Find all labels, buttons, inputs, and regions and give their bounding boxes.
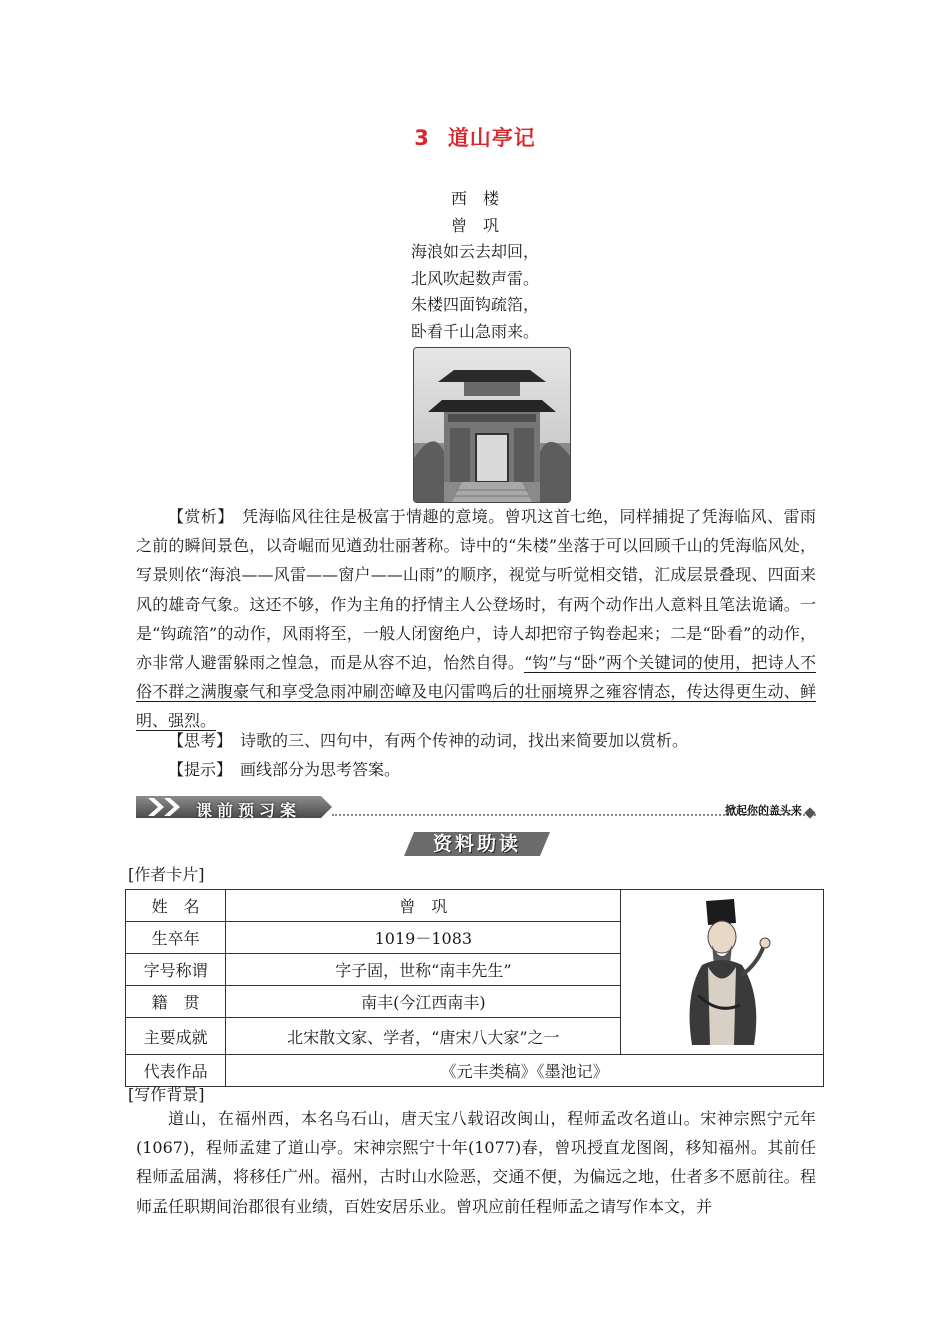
row-value: 南丰(今江西南丰) xyxy=(226,986,621,1018)
table-row xyxy=(126,890,824,922)
hint-label: 【提示】 xyxy=(168,760,225,779)
row-value: 北宋散文家、学者，“唐宋八大家”之一 xyxy=(226,1018,621,1055)
author-card-table xyxy=(125,889,824,1087)
subheading: 资料助读 xyxy=(432,833,521,855)
poem-line: 北风吹起数声雷。 xyxy=(410,268,539,288)
think-label: 【思考】 xyxy=(168,731,225,750)
table-row xyxy=(126,1055,824,1087)
underlined-answer: “钩”与“卧”两个关键词的使用，把诗人不俗不群之满腹豪气和享受急雨冲刷峦嶂及电闪雷鸣后的壮丽境界之雍容情态，传达得更生动、鲜明、强烈。 xyxy=(136,653,816,731)
lesson-number: 3 xyxy=(414,126,430,150)
portrait-cell xyxy=(621,890,824,1055)
background-label: [写作背景] xyxy=(128,1085,205,1104)
background-paragraph xyxy=(136,1104,816,1221)
poem-line: 卧看千山急雨来。 xyxy=(410,321,539,341)
poem-author: 曾 巩 xyxy=(450,215,499,235)
row-value: 曾 巩 xyxy=(226,890,621,922)
background-text: 道山，在福州西，本名乌石山，唐天宝八载诏改闽山，程师孟改名道山。宋神宗熙宁元年(1067)，程师孟建了道山亭。宋神宗熙宁十年(1077)春，曾巩授直龙图阁，移知福州。其前任程师孟届满，将移任广州。福州，古时山水险恶，交通不便，为偏远之地，仕者多不愿前往。程师孟任职期间治郡很有业绩，百姓安居乐业。曾巩应前任程师孟之请写作本文，并 xyxy=(136,1109,816,1216)
row-label: 籍 贯 xyxy=(126,986,226,1018)
think-line xyxy=(136,726,816,755)
think-text: 诗歌的三、四句中，有两个传神的动词，找出来简要加以赏析。 xyxy=(240,731,689,750)
poem-line: 海浪如云去却回， xyxy=(410,242,539,261)
appreciation-paragraph xyxy=(136,502,816,736)
hint-text: 画线部分为思考答案。 xyxy=(240,760,401,779)
lesson-title xyxy=(0,122,950,152)
poem-line: 朱楼四面钩疏箔， xyxy=(410,295,539,314)
row-label: 姓 名 xyxy=(126,890,226,922)
row-value: 字子固，世称“南丰先生” xyxy=(226,954,621,986)
poem xyxy=(0,186,950,345)
lesson-title-text: 道山亭记 xyxy=(447,126,536,150)
row-label: 代表作品 xyxy=(126,1055,226,1087)
pavilion-photo xyxy=(413,347,571,503)
banner-slogan: 掀起你的盖头来 xyxy=(725,804,802,817)
appreciation-label: 【赏析】 xyxy=(168,507,226,526)
diamond-icon xyxy=(804,807,815,818)
poem-title: 西 楼 xyxy=(450,189,499,208)
banner-title: 课前预习案 xyxy=(196,801,302,820)
row-label: 生卒年 xyxy=(126,922,226,954)
author-card-label: [作者卡片] xyxy=(128,865,205,884)
appreciation-text: 凭海临风往往是极富于情趣的意境。曾巩这首七绝，同样捕捉了凭海临风、雷雨之前的瞬间景色，以奇崛而见遒劲壮丽著称。诗中的“朱楼”坐落于可以回顾千山的凭海临风处，写景则依“海浪——风雷——窗户——山雨”的顺序，视觉与听觉相交错，汇成层景叠现、四面来风的雄奇气象。这还不够，作为主角的抒情主人公登场时，有两个动作出人意料且笔法诡谲。一是“钩疏箔”的动作，风雨将至，一般人闭窗绝户，诗人却把帘子钩卷起来；二是“卧看”的动作，亦非常人避雷躲雨之惶急，而是从容不迫，怡然自得。 xyxy=(136,507,816,673)
section-banner xyxy=(136,792,816,822)
row-label: 字号称谓 xyxy=(126,954,226,986)
row-value: 《元丰类稿》《墨池记》 xyxy=(226,1055,824,1087)
hint-line xyxy=(136,755,816,784)
portrait-image xyxy=(662,895,782,1045)
double-chevron-icon xyxy=(146,798,192,816)
row-label: 主要成就 xyxy=(126,1018,226,1055)
row-value: 1019－1083 xyxy=(226,922,621,954)
